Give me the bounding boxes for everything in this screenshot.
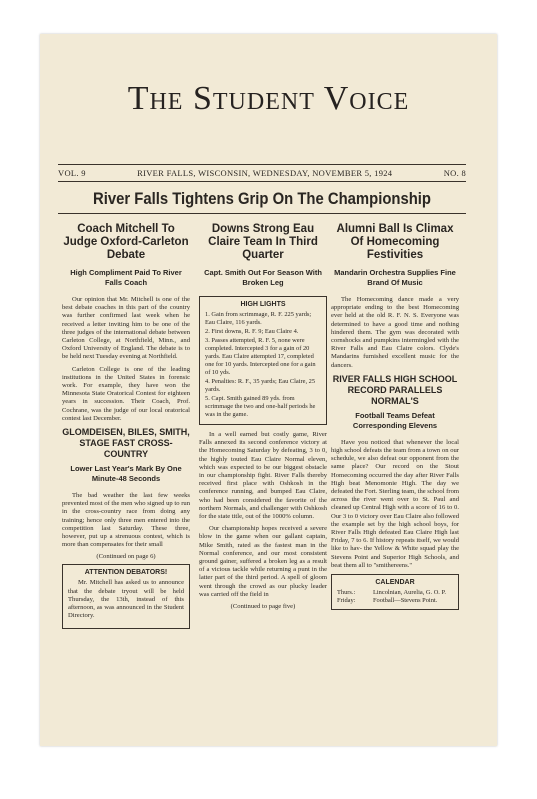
article-subhead: High Compliment Paid To River Falls Coach [70, 268, 182, 287]
calendar-event: Lincolnian, Aurelia, G. O. P. [373, 589, 446, 597]
calendar-row [337, 597, 453, 605]
location-date: RIVER FALLS, WISCONSIN, WEDNESDAY, NOVEMBER 5, 1924 [137, 168, 393, 178]
highlight-item: 2. First downs, R. F. 9; Eau Claire 4. [205, 328, 299, 335]
article-body: Carleton College is one of the leading institutions in the United States in forensic work. For example, they have won the Minnesota State Oratorical Contest for eighteen years in succession. Their Coach, Prof. Cochrane, was the judge of our local oratorical contest last December. [62, 365, 190, 422]
announcement-box [62, 564, 190, 629]
dateline [58, 168, 466, 178]
article-headline: Coach Mitchell To Judge Oxford-Carleton Debate [63, 223, 189, 261]
box-text: Mr. Mitchell has asked us to announce that the debate tryout will be held Thursday, the 13th, instead of this afternoon, as was announced in the Student Directory. [68, 579, 184, 620]
article-headline: Downs Strong Eau Claire Team In Third Quarter [208, 223, 318, 261]
article-subhead: Mandarin Orchestra Supplies Fine Brand Of Music [334, 268, 456, 287]
column-1 [62, 223, 190, 635]
article-body: Have you noticed that whenever the local high school defeats the team from a town on our schedule, we also defeat our opponent from the same place? Our record on the Stout Homecoming occurred the day after River Falls High beat Menomonie High. The day we defeated the Fort. Sterling team, the school from across the river went over to St. Paul and cleaned up Central High with a score of 16 to 0. Our 3 to 0 victory over Eau Claire also followed the example set by the high school boys, for River Falls High defeated Eau Claire High last Friday, 7 to 6. If history repeats itself, we would like to hav- the Yellow & White squad play the Stevens Point and Superior High Schools, and beat them all to "smithereens." [331, 438, 459, 569]
continued-note: (Continued on page 6) [96, 553, 156, 561]
article-headline: Alumni Ball Is Climax Of Homecoming Festivities [336, 223, 454, 261]
masthead-title: The Student Voice [127, 80, 410, 117]
article-headline: GLOMDEISEN, BILES, SMITH, STAGE FAST CROSS-COUNTRY [62, 427, 190, 460]
highlight-item: 5. Capt. Smith gained 89 yds. from scrimmage the two and one-half periods he was in the game. [205, 395, 316, 418]
calendar-row [337, 589, 453, 597]
highlights-box [199, 296, 327, 425]
highlight-item: 1. Gain from scrimmage, R. F. 225 yards; Eau Claire, 116 yards. [205, 311, 312, 326]
column-3 [331, 223, 459, 616]
continued-note: (Continued to page five) [230, 603, 296, 611]
article-body: Our championship hopes received a severe blow in the game when our gallant captain, Mike Smith, rated as the fastest man in the Normal conference, and our most consistent ground gainer, suffered a broken leg as a result of a vicious tackle while returning a punt in the latter part of the third period. A spell of gloom went through the crowd as our plucky leader was carried off the field in [199, 525, 327, 598]
box-title: ATTENTION DEBATORS! [84, 569, 168, 577]
masthead-rule-top [58, 164, 466, 165]
article-body: Our opinion that Mr. Mitchell is one of the best debate coaches in this part of the country was further confirmed last week when he received a letter inviting him to be one of the three judges of the international debate between Carleton College, at Northfield, Minn., and Oxford University of England. The debate is to be held next Tuesday evening at Northfield. [62, 296, 190, 361]
calendar-day: Friday: [337, 597, 356, 605]
article-body: In a well earned but costly game, River Falls annexed its second conference victory at the Homecoming Saturday by defeating, 3 to 0, the highly touted Eau Claire Normal eleven, which was expected to be our biggest obstacle in our championship fight. River Falls thereby received first place with Oshkosh in the conference running, and bumped Eau Claire, who had been considered the favorite of the northern Normals, and challenger with Oshkosh for the state title, out of the 1000% column. [199, 431, 327, 521]
volume-label: VOL. 9 [58, 168, 86, 178]
box-title: HIGH LIGHTS [240, 301, 286, 308]
article-subhead: Lower Last Year's Mark By One Minute-48 Seconds [70, 464, 182, 484]
article-body: The Homecoming dance made a very appropriate ending to the best Homecoming ever held at the old R. F. N. S. Everyone was determined to have a good time and nothing hindered them. The gym was decorated with cornshocks and pumpkins intermingled with the River Falls and Eau Claire colors. Clyde's Mandarins furnished excellent music for the dancers. [331, 296, 459, 369]
box-title: CALENDAR [375, 579, 415, 587]
headline-rule [58, 213, 466, 214]
calendar-box [331, 574, 459, 610]
banner-headline: River Falls Tightens Grip On The Championship [92, 190, 432, 208]
article-headline: RIVER FALLS HIGH SCHOOL RECORD PARALLELS NORMAL'S [332, 373, 458, 406]
calendar-day: Thurs.: [337, 589, 356, 597]
highlight-item: 3. Passes attempted, R. F. 5, none were completed. Intercepted 3 for a gain of 20 yards. Eau Claire attempted 17, completed one for 10 yards. Intercepted one for a gain of 10 yds. [205, 337, 316, 376]
masthead-rule-bottom [58, 181, 466, 182]
article-subhead: Capt. Smith Out For Season With Broken Leg [204, 268, 322, 287]
calendar-event: Football—Stevens Point. [373, 597, 438, 605]
column-2 [199, 223, 327, 614]
article-subhead: Football Teams Defeat Corresponding Elevens [352, 410, 438, 430]
highlight-item: 4. Penalties: R. F., 35 yards; Eau Claire, 25 yards. [205, 378, 316, 393]
article-body: The bad weather the last few weeks prevented most of the men who signed up to run in the cross-country race from doing any training; hence only three men entered into the competition last Saturday. These three, however, put up a strenuous contest, which is more than compensates for their small [62, 492, 190, 549]
issue-number: NO. 8 [443, 168, 466, 178]
